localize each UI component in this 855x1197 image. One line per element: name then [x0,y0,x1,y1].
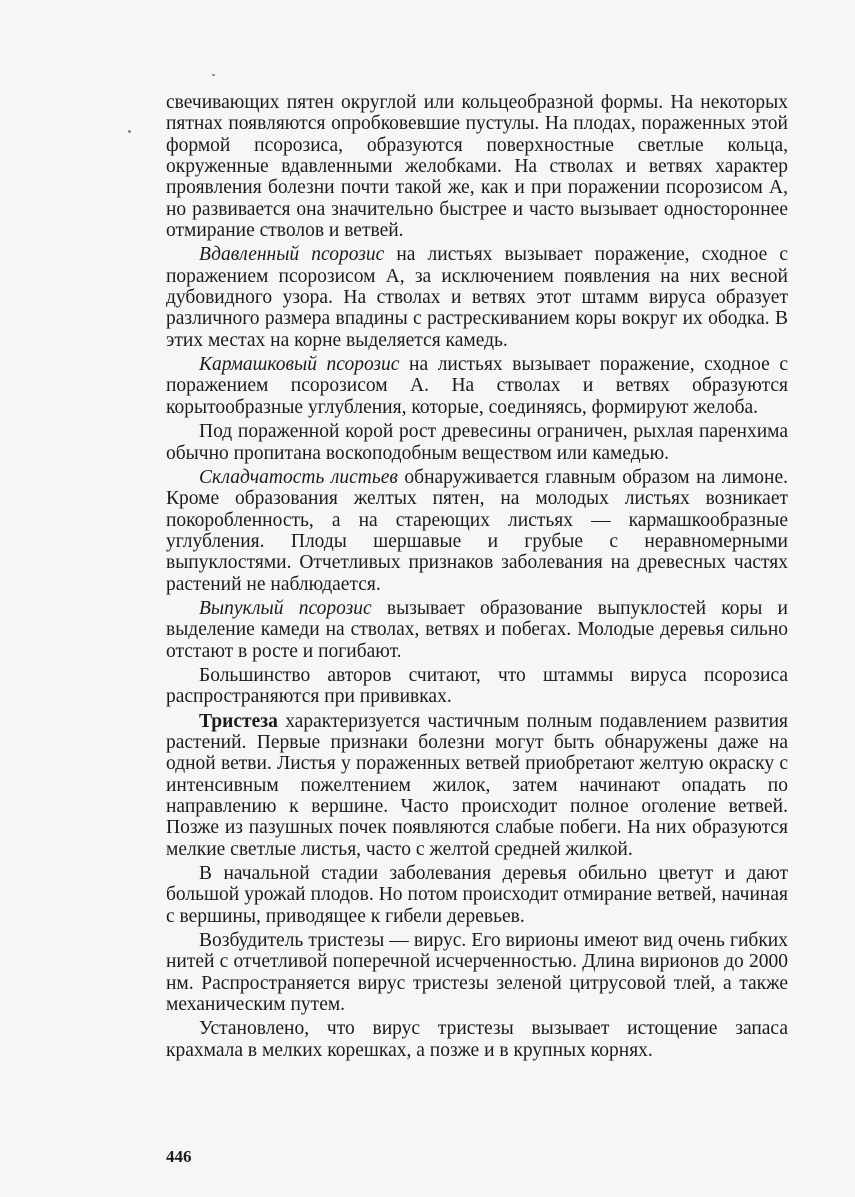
paragraph [166,711,788,860]
paragraph-text: Возбудитель тристезы — вирус. Его вирионы имеют вид очень гибких нитей с отчетливой поперечной исчерченностью. Длина вирионов до 2000 нм. Распространяется вирус тристезы зеленой цитрусовой тлей, а также механическим путем. [166,930,788,1016]
paragraph-text: В начальной стадии заболевания деревья обильно цветут и дают большой урожай плодов. Но потом происходит отмирание ветвей, начиная с вершины, приводящее к гибели деревьев. [166,863,788,927]
paragraph-text: вызывает образование выпуклостей коры и выделение камеди на стволах, ветвях и побегах. Молодые деревья сильно отстают в росте и погибают. [166,597,788,662]
bold-term: Тристеза [199,710,278,732]
paragraph [166,244,788,351]
paragraph-text: на листьях вызывает поражение, сходное с поражением псорозисом А, за исключением появления на них весной дубовидного узора. На стволах и ветвях этот штамм вируса образует различного размера впадины с растрескиванием коры вокруг их ободка. В этих местах на корне выделяется камедь. [166,244,788,351]
italic-term: Выпуклый псорозис [199,597,372,619]
paragraph [166,92,788,241]
paragraph [166,665,788,708]
paragraph-text: Большинство авторов считают, что штаммы вируса псорозиса распространяются при прививках. [166,664,788,708]
italic-term: Вдавленный псорозис [199,244,385,266]
italic-term: Кармашковый псорозис [199,354,400,376]
paragraph-text: свечивающих пятен округлой или кольцеобразной формы. На некоторых пятнах появляются опробковевшие пустулы. На плодах, пораженных этой формой псорозиса, образуются поверхностные светлые кольца, окруженные вдавленными желобками. На стволах и ветвях характер проявления болезни почти такой же, как и при поражении псорозисом А, но развивается она значительно быстрее и часто вызывает одностороннее отмирание стволов и ветвей. [166,92,788,242]
scan-speck [212,74,215,76]
paragraph [166,598,788,662]
paragraph [166,930,788,1015]
body-text [166,92,788,1061]
paragraph-text: обнаруживается главным образом на лимоне. Кроме образования желтых пятен, на молодых листьях возникает покоробленность, а на стареющих листьях — кармашкообразные углубления. Плоды шершавые и грубые с неравномерными выпуклостями. Отчетливых признаков заболевания на древесных частях растений не наблюдается. [166,466,788,595]
paragraph [166,467,788,595]
paragraph-text: на листьях вызывает поражение, сходное с поражением псорозисом А. На стволах и ветвях образуются корытообразные углубления, которые, соединяясь, формируют желоба. [166,354,788,418]
paragraph-text: Под пораженной корой рост древесины ограничен, рыхлая паренхима обычно пропитана воскоподобным веществом или камедью. [166,421,788,464]
page-number: 446 [166,1147,192,1166]
paragraph [166,421,788,464]
paragraph-text: характеризуется частичным полным подавлением развития растений. Первые признаки болезни могут быть обнаружены даже на одной ветви. Листья у пораженных ветвей приобретают желтую окраску с интенсивным пожелтением жилок, затем начинают опадать по направлению к вершине. Часто происходит полное оголение ветвей. Позже из пазушных почек появляются слабые побеги. На них образуются мелкие светлые листья, часто с желтой средней жилкой. [166,710,788,860]
scan-speck [128,130,131,133]
paragraph [166,354,788,418]
paragraph [166,1018,788,1061]
italic-term: Складчатость листьев [199,466,398,488]
paragraph-text: Установлено, что вирус тристезы вызывает истощение запаса крахмала в мелких корешках, а позже и в крупных корнях. [166,1018,788,1061]
paragraph [166,863,788,927]
